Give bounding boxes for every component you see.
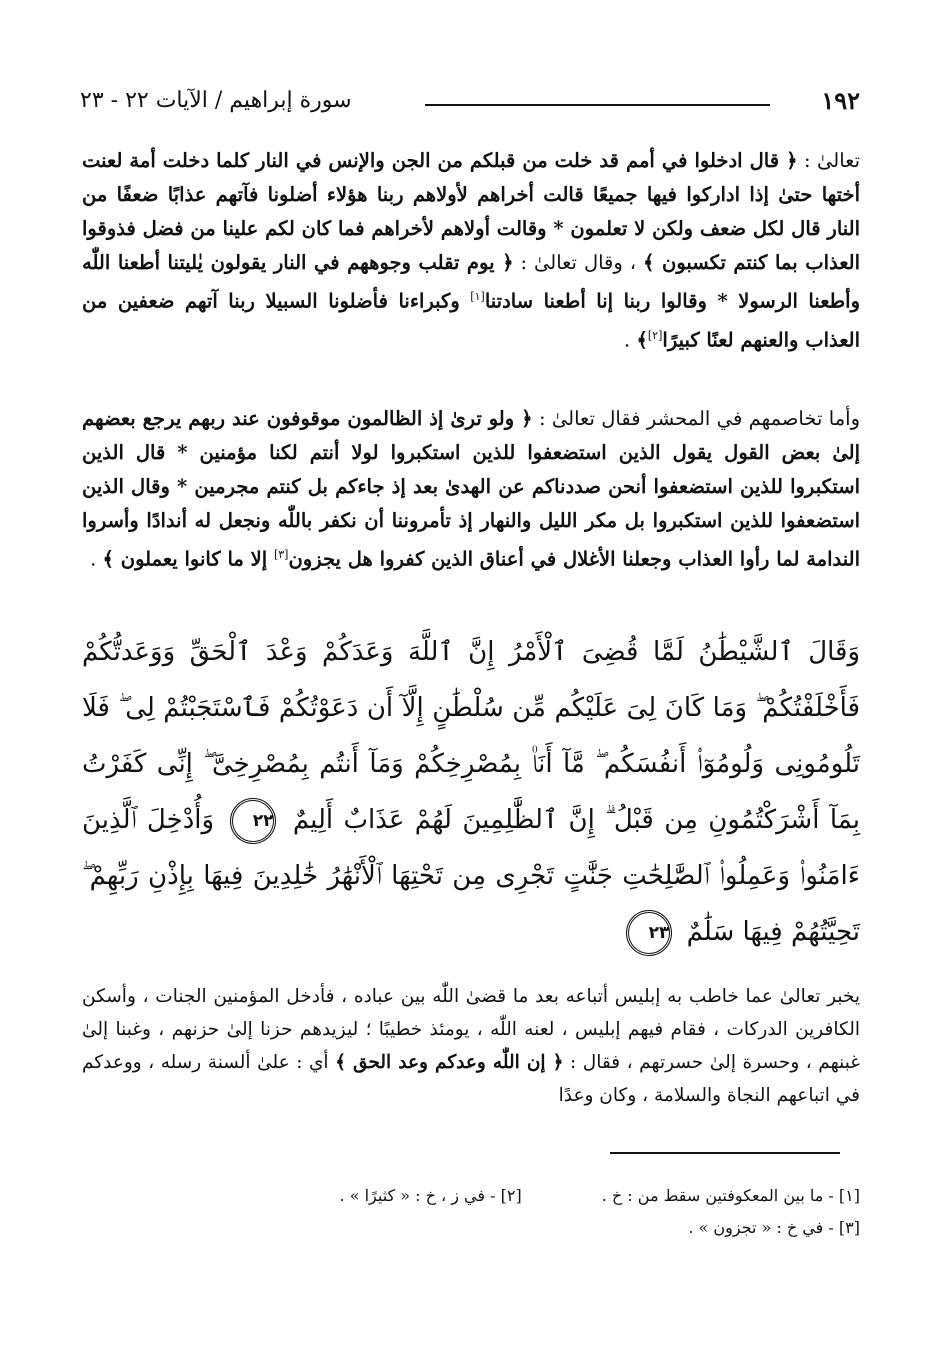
paragraph-1-verse: ﴿ قال ادخلوا في أمم قد خلت من قبلكم من الجن والإنس في النار كلما دخلت أمة لعنت أختها حتىٰ إذا اداركوا فيها جميعًا قالت أخراهم لأولاهم ربنا هؤلاء أضلونا فآتهم عذابًا ضعفًا من النار قال لكل ضعف ولكن لا تعلمون * وقالت أولاهم لأخراهم فما كان لكم علينا من فضل فذوقوا العذاب بما كنتم تكسبون ﴾ bbox=[82, 149, 861, 274]
ayah-23-marker: ٢٣ bbox=[626, 910, 672, 956]
paragraph-2-verse-a: ﴿ ولو ترىٰ إذ الظالمون موقوفون عند ربهم يرجع بعضهم إلىٰ بعض القول يقول الذين استضعفوا للذين استكبروا لولا أنتم لكنا مؤمنين * قال الذين استكبروا للذين استضعفوا أنحن صددناكم عن الهدىٰ بعد إذ جاءكم بل كنتم مجرمين * وقال الذين استضعفوا للذين استكبروا بل مكر الليل والنهار إذ تأمروننا أن نكفر باللّٰه ونجعل له أندادًا وأسروا الندامة لما رأوا العذاب وجعلنا الأغلال في أعناق الذين كفروا هل يجزون bbox=[82, 407, 860, 571]
ayah-22-text: وَقَالَ ٱلشَّيْطَٰنُ لَمَّا قُضِىَ ٱلْأَمْرُ إِنَّ ٱللَّهَ وَعَدَكُمْ وَعْدَ ٱلْحَقِّ وَوَعَدتُّكُمْ فَأَخْلَفْتُكُمْ ۖ وَمَا كَانَ لِىَ عَلَيْكُم مِّن سُلْطَٰنٍ إِلَّآ أَن دَعَوْتُكُمْ فَٱسْتَجَبْتُمْ لِى ۖ فَلَا تَلُومُونِى وَلُومُوٓا۟ أَنفُسَكُم ۖ مَّآ أَنَا۠ بِمُصْرِخِكُمْ وَمَآ أَنتُم بِمُصْرِخِىَّ ۖ إِنِّى كَفَرْتُ بِمَآ أَشْرَكْتُمُونِ مِن قَبْلُ ۗ إِنَّ ٱلظَّٰلِمِينَ لَهُمْ عَذَابٌ أَلِيمٌ bbox=[82, 637, 861, 835]
quran-passage bbox=[82, 624, 860, 960]
paragraph-3 bbox=[82, 980, 860, 1112]
paragraph-2 bbox=[82, 402, 860, 577]
paragraph-3-text-a: يخبر تعالىٰ عما خاطب به إبليس أتباعه بعد ما قضىٰ اللّٰه بين عباده ، فأدخل المؤمنين الجنات ، وأسكن الكافرين الدركات ، فقام فيهم إبليس ، لعنه اللّٰه ، يومئذ خطيبًا ؛ ليزيدهم حزنا إلىٰ حزنهم ، وغبنا إلىٰ غبنهم ، وحسرة إلىٰ حسرتهم ، فقال : bbox=[82, 986, 860, 1073]
footnote-row-1 bbox=[82, 1180, 860, 1212]
ayah-22-marker: ٢٢ bbox=[230, 798, 276, 844]
page-number: ١٩٢ bbox=[821, 86, 860, 115]
header-rule bbox=[425, 104, 770, 106]
footnote-3: [٣] - في خ : « تجزون » . bbox=[688, 1218, 860, 1237]
paragraph-1-verse-2a: ﴿ يوم تقلب وجوههم في النار يقولون يٰليتنا أطعنا اللّٰه وأطعنا الرسولا * وقالوا ربنا إنا أطعنا سادتنا bbox=[82, 251, 860, 313]
paragraph-1-verse-2b: وكبراءنا فأضلونا السبيلا ربنا آتهم ضعفين من العذاب والعنهم لعنًا كبيرًا bbox=[82, 289, 860, 351]
footnote-2: [٢] - في ز ، خ : « كثيرًا » . bbox=[339, 1186, 522, 1205]
paragraph-3-text-b: أي : علىٰ ألسنة رسله ، ووعدكم في اتباعهم النجاة والسلامة ، وكان وعدًا bbox=[82, 1052, 860, 1106]
paragraph-2-end: . bbox=[90, 547, 103, 571]
footnote-ref-3: [٣] bbox=[273, 548, 289, 561]
footnote-rule bbox=[610, 1152, 840, 1154]
footnotes bbox=[82, 1180, 860, 1244]
paragraph-1-end: . bbox=[624, 328, 637, 351]
footnote-1: [١] - ما بين المعكوفتين سقط من : خ . bbox=[601, 1186, 860, 1205]
paragraph-3-verse: ﴿ إن اللّٰه وعدكم وعد الحق ﴾ bbox=[335, 1052, 564, 1073]
running-title: سورة إبراهيم / الآيات ٢٢ - ٢٣ bbox=[80, 88, 352, 113]
paragraph-1-mid: ، وقال تعالىٰ : bbox=[513, 251, 644, 274]
footnote-ref-2: [٢] bbox=[647, 328, 663, 342]
ayah-23-text: وَأُدْخِلَ ٱلَّذِينَ ءَامَنُوا۟ وَعَمِلُوا۟ ٱلصَّٰلِحَٰتِ جَنَّٰتٍ تَجْرِى مِن تَحْتِهَا ٱلْأَنْهَٰرُ خَٰلِدِينَ فِيهَا بِإِذْنِ رَبِّهِمْ ۖ تَحِيَّتُهُمْ فِيهَا سَلَٰمٌ bbox=[82, 805, 860, 947]
paragraph-2-verse-b: إلا ما كانوا يعملون ﴾ bbox=[102, 547, 274, 571]
running-header bbox=[80, 88, 860, 124]
paragraph-1 bbox=[82, 144, 860, 357]
paragraph-1-intro: تعالىٰ : bbox=[797, 149, 860, 172]
footnote-row-2 bbox=[82, 1212, 860, 1244]
footnote-ref-1: [١] bbox=[470, 290, 485, 303]
paragraph-2-intro: وأما تخاصمهم في المحشر فقال تعالىٰ : bbox=[532, 407, 860, 430]
paragraph-1-verse-2c: ﴾ bbox=[636, 328, 648, 351]
